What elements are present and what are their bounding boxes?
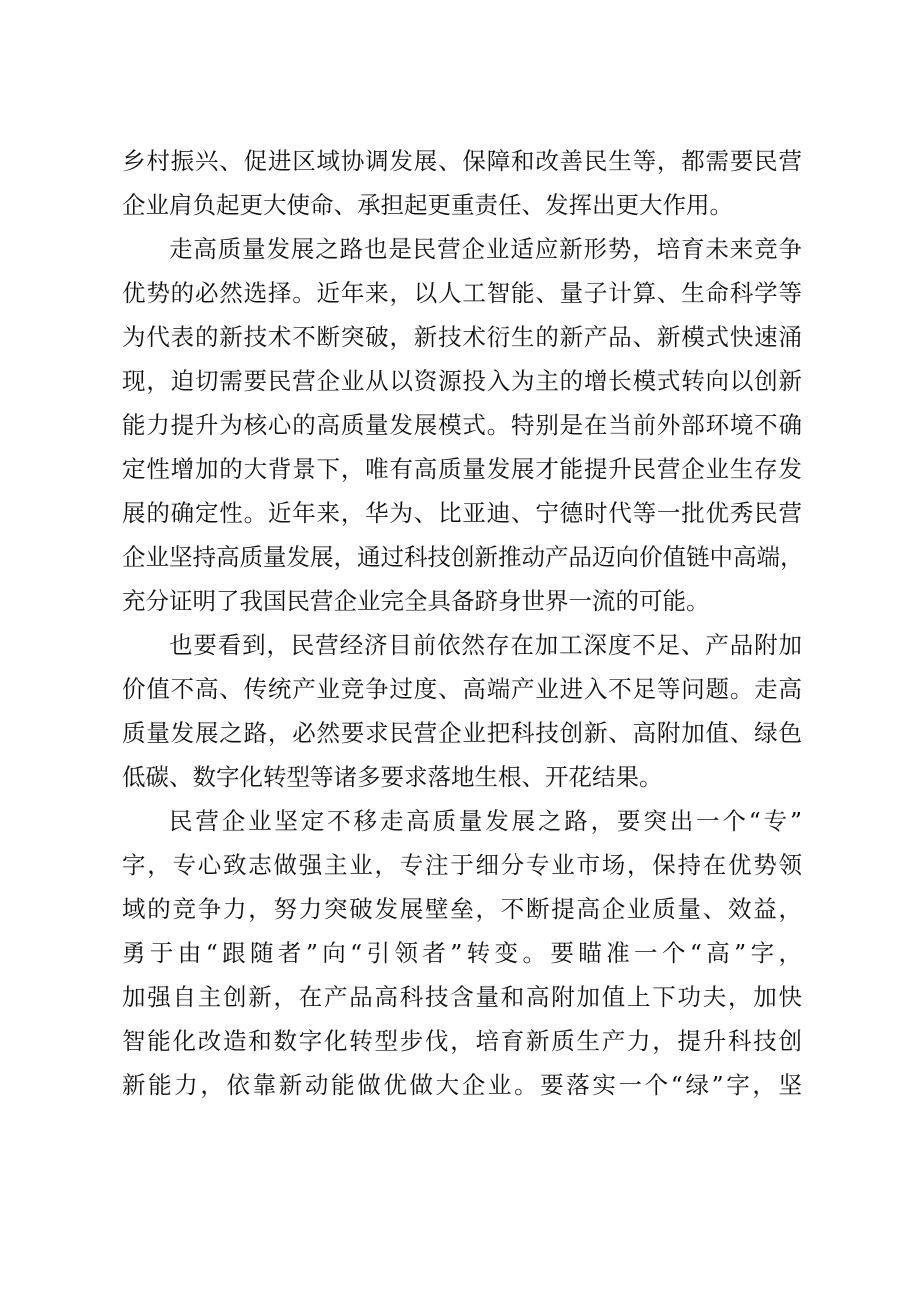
paragraph-first-line: 也要看到，民营经济目前依然存在加工深度不足、产品附加 <box>169 631 802 659</box>
paragraph-first-line: 民营企业坚定不移走高质量发展之路，要突出一个“专” <box>169 807 802 835</box>
text-line: 域的竞争力，努力突破发展壁垒，不断提高企业质量、效益， <box>122 895 802 923</box>
text-line: 为代表的新技术不断突破，新技术衍生的新产品、新模式快速涌 <box>122 323 802 351</box>
text-line: 勇于由“跟随者”向“引领者”转变。要瞄准一个“高”字， <box>122 939 802 967</box>
text-line: 低碳、数字化转型等诸多要求落地生根、开花结果。 <box>122 763 663 791</box>
text-line: 充分证明了我国民营企业完全具备跻身世界一流的可能。 <box>122 587 710 615</box>
text-line: 能力提升为核心的高质量发展模式。特别是在当前外部环境不确 <box>122 411 802 439</box>
text-line: 展的确定性。近年来，华为、比亚迪、宁德时代等一批优秀民营 <box>122 499 802 527</box>
text-line: 质量发展之路，必然要求民营企业把科技创新、高附加值、绿色 <box>122 719 802 747</box>
text-line: 加强自主创新，在产品高科技含量和高附加值上下功夫，加快 <box>122 983 802 1011</box>
document-body <box>122 139 802 1107</box>
text-line: 智能化改造和数字化转型步伐，培育新质生产力，提升科技创 <box>122 1027 802 1055</box>
text-line: 优势的必然选择。近年来，以人工智能、量子计算、生命科学等 <box>122 279 802 307</box>
text-line: 企业肩负起更大使命、承担起更重责任、发挥出更大作用。 <box>122 191 733 219</box>
paragraph-first-line: 走高质量发展之路也是民营企业适应新形势，培育未来竞争 <box>169 235 802 263</box>
text-line: 乡村振兴、促进区域协调发展、保障和改善民生等，都需要民营 <box>122 147 802 175</box>
text-line: 企业坚持高质量发展，通过科技创新推动产品迈向价值链中高端， <box>122 543 804 571</box>
text-line: 定性增加的大背景下，唯有高质量发展才能提升民营企业生存发 <box>122 455 802 483</box>
text-line: 字，专心致志做强主业，专注于细分专业市场，保持在优势领 <box>122 851 802 879</box>
text-line: 新能力，依靠新动能做优做大企业。要落实一个“绿”字，坚 <box>122 1071 802 1099</box>
text-line: 现，迫切需要民营企业从以资源投入为主的增长模式转向以创新 <box>122 367 802 395</box>
text-line: 价值不高、传统产业竞争过度、高端产业进入不足等问题。走高 <box>122 675 802 703</box>
